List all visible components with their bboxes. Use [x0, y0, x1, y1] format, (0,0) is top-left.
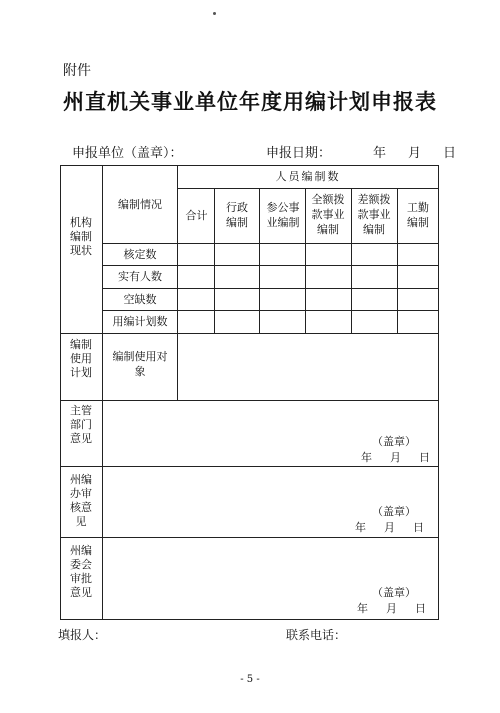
dept-seal-label: （盖章）	[372, 435, 416, 448]
col-total: 合计	[185, 209, 208, 222]
contact-phone-label: 联系电话：	[286, 628, 347, 642]
col-admin: 行政编制	[226, 201, 248, 229]
col-worker: 工勤编制	[407, 201, 429, 229]
col-partially-funded: 差额拨款事业编制	[357, 193, 391, 236]
form-title: 州直机关事业单位年度用编计划申报表	[63, 90, 437, 114]
month-label: 月	[408, 146, 422, 161]
section-dept-opinion: 主管部门意见	[70, 404, 92, 445]
committee-month: 月	[386, 602, 397, 615]
committee-day: 日	[415, 602, 426, 615]
committee-seal-label: （盖章）	[372, 586, 416, 599]
applicant-unit-label: 申报单位（盖章）：	[72, 146, 183, 161]
office-date	[355, 519, 424, 535]
attachment-label: 附件	[63, 63, 91, 79]
personnel-count-header: 人员编制数	[275, 170, 341, 183]
usage-target-label: 编制使用对象	[112, 350, 168, 378]
application-date	[266, 142, 456, 161]
office-year: 年	[355, 521, 366, 534]
row-vacancy-count: 空缺数	[123, 293, 157, 306]
col-civil-service-ref: 参公事业编制	[266, 201, 300, 229]
date-label: 申报日期：	[266, 146, 332, 161]
section-staffing-plan: 编制使用计划	[70, 338, 92, 379]
row-approved-count: 核定数	[123, 248, 157, 261]
scan-dot	[213, 12, 216, 15]
dept-month: 月	[390, 451, 401, 464]
filler-label: 填报人：	[58, 628, 107, 642]
row-planned-count: 用编计划数	[112, 315, 168, 328]
day-label: 日	[443, 146, 457, 161]
dept-day: 日	[419, 451, 430, 464]
section-current-staffing: 机构编制现状	[70, 216, 92, 257]
year-label: 年	[373, 146, 387, 161]
staffing-info-header: 编制情况	[118, 198, 162, 211]
committee-date	[357, 600, 426, 616]
col-fully-funded: 全额拨款事业编制	[311, 193, 345, 236]
section-committee-approval: 州编委会审批意见	[70, 544, 92, 599]
office-seal-label: （盖章）	[372, 505, 416, 518]
office-day: 日	[413, 521, 424, 534]
office-month: 月	[384, 521, 395, 534]
committee-year: 年	[357, 602, 368, 615]
dept-date	[361, 449, 430, 465]
dept-year: 年	[361, 451, 372, 464]
section-office-review: 州编办审核意见	[70, 473, 92, 528]
row-actual-count: 实有人数	[118, 270, 162, 283]
page-number: - 5 -	[240, 674, 260, 685]
